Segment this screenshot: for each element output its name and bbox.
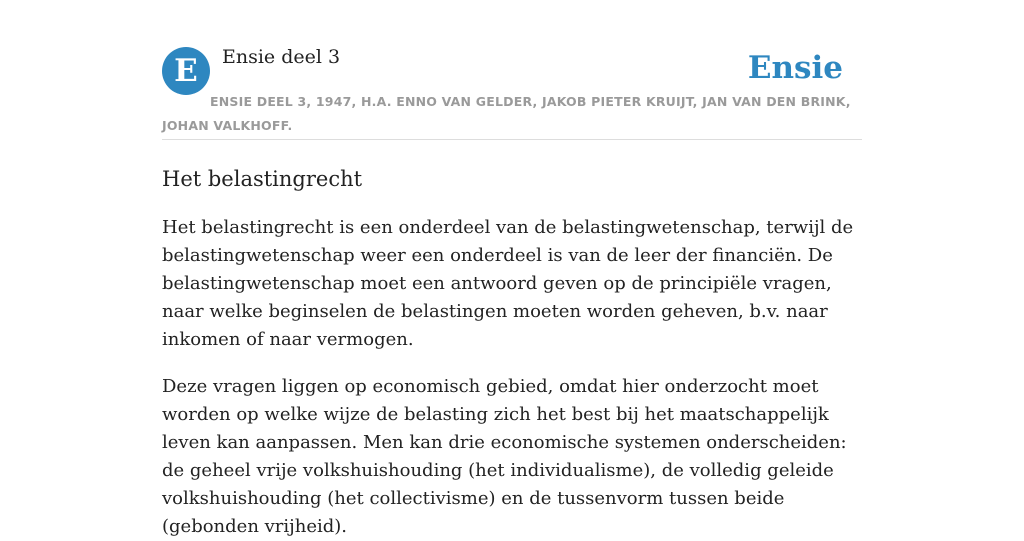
article-title: Het belastingrecht (162, 167, 363, 191)
brand-logo[interactable]: Ensie (747, 50, 843, 86)
source-meta: ENSIE DEEL 3, 1947, H.A. ENNO VAN GELDER, JAKOB PIETER KRUIJT, JAN VAN DEN BRINK, JOHAN VALKHOFF. (162, 94, 851, 133)
ensie-logo[interactable]: E (162, 47, 210, 95)
header-divider (162, 139, 862, 140)
site-header (162, 40, 862, 140)
article-paragraph: Het belastingrecht is een onderdeel van de belastingwetenschap, terwijl de belastingwetenschap weer een onderdeel is van de leer der financiën. De belastingwetenschap moet een antwoord geven op de principiële vragen, naar welke beginselen de belastingen moeten worden geheven, b.v. naar inkomen of naar vermogen. (162, 217, 854, 350)
article-paragraph: Deze vragen liggen op economisch gebied, omdat hier onderzocht moet worden op welke wijze de belasting zich het best bij het maatschappelijk leven kan aanpassen. Men kan drie economische systemen onderscheiden: de geheel vrije volkshuishouding (het individualisme), de volledig geleide volkshuishouding (het collectivisme) en de tussenvorm tussen beide (gebonden vrijheid). (162, 376, 847, 537)
article (162, 160, 862, 541)
book-title[interactable]: Ensie deel 3 (222, 46, 341, 68)
